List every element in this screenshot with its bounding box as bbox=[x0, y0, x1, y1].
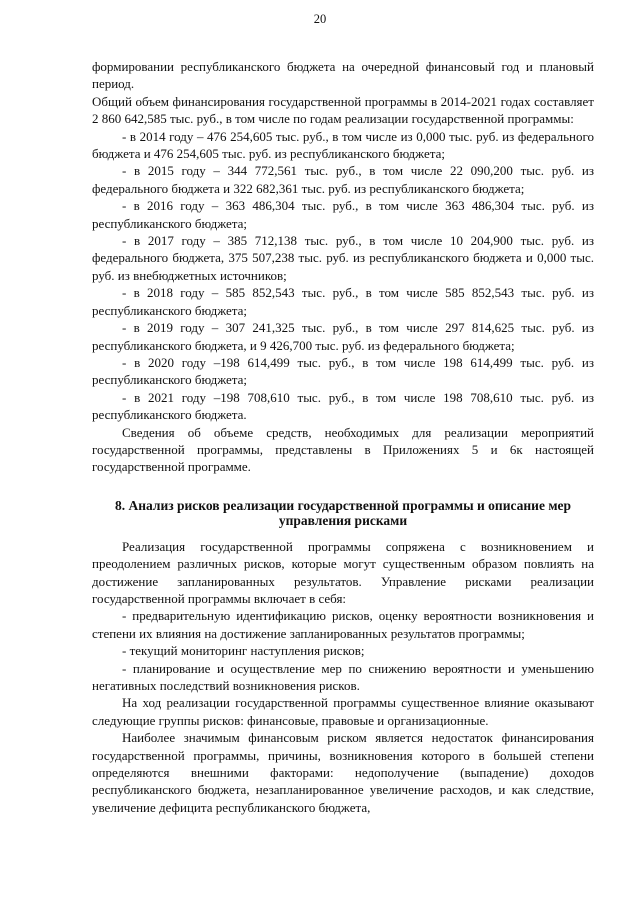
paragraph-appendix-reference: Сведения об объеме средств, необходимых для реализации мероприятий государственной программы, представлены в Приложениях 5 и 6к настоящей государственной программе. bbox=[92, 424, 594, 475]
list-item-risk-monitoring: - текущий мониторинг наступления рисков; bbox=[122, 643, 365, 659]
funding-year-2018: - в 2018 году – 585 852,543 тыс. руб., в том числе 585 852,543 тыс. руб. из республиканского бюджета; bbox=[92, 285, 594, 318]
funding-year-2017: - в 2017 году – 385 712,138 тыс. руб., в том числе 10 204,900 тыс. руб. из федерального бюджета, 375 507,238 тыс. руб. из республиканского бюджета и 0,000 тыс. руб. из внебюджетных источников; bbox=[92, 233, 594, 283]
funding-year-2016: - в 2016 году – 363 486,304 тыс. руб., в том числе 363 486,304 тыс. руб. из республиканского бюджета; bbox=[92, 198, 594, 231]
paragraph-risk-intro: Реализация государственной программы сопряжена с возникновением и преодолением различных рисков, которые могут существенным образом повлиять на достижение запланированных результатов. Управление рисками реализации государственной программы включает в себя: bbox=[92, 538, 594, 606]
page-content bbox=[92, 58, 594, 816]
funding-year-2019: - в 2019 году – 307 241,325 тыс. руб., в том числе 297 814,625 тыс. руб. из республиканского бюджета, и 9 426,700 тыс. руб. из федерального бюджета; bbox=[92, 320, 594, 353]
list-item-risk-identification: - предварительную идентификацию рисков, оценку вероятности возникновения и степени их влияния на достижение запланированных результатов программы; bbox=[92, 608, 594, 641]
paragraph-financial-risk: Наиболее значимым финансовым риском является недостаток финансирования государственной программы, причины, возникновения которого в большей степени определяются внешними факторами: недополучение (выпадение) доходов республиканского бюджета, незапланированное увеличение расходов, и как следствие, увеличение дефицита республиканского бюджета, bbox=[92, 730, 594, 815]
paragraph-risk-groups: На ход реализации государственной программы существенное влияние оказывают следующие группы рисков: финансовые, правовые и организационные. bbox=[92, 695, 594, 728]
funding-year-2015: - в 2015 году – 344 772,561 тыс. руб., в том числе 22 090,200 тыс. руб. из федерального бюджета и 322 682,361 тыс. руб. из республиканского бюджета; bbox=[92, 163, 594, 196]
list-item-risk-mitigation: - планирование и осуществление мер по снижению вероятности и уменьшению негативных последствий возникновения рисков. bbox=[92, 660, 594, 693]
funding-year-2014: - в 2014 году – 476 254,605 тыс. руб., в том числе из 0,000 тыс. руб. из федерального бюджета и 476 254,605 тыс. руб. из республиканского бюджета; bbox=[92, 128, 594, 162]
funding-year-2020: - в 2020 году –198 614,499 тыс. руб., в том числе 198 614,499 тыс. руб. из республиканского бюджета; bbox=[92, 354, 594, 388]
paragraph-continuation: формировании республиканского бюджета на очередной финансовый год и плановый период. bbox=[92, 59, 594, 92]
page-number: 20 bbox=[313, 12, 327, 26]
paragraph-funding-total: Общий объем финансирования государственной программы в 2014-2021 годах составляет 2 860 642,585 тыс. руб., в том числе по годам реализации государственной программы: bbox=[92, 93, 594, 127]
funding-year-2021: - в 2021 году –198 708,610 тыс. руб., в том числе 198 708,610 тыс. руб. из республиканского бюджета. bbox=[92, 389, 594, 423]
section-heading-risk-analysis: 8. Анализ рисков реализации государственной программы и описание мер управления рисками bbox=[114, 497, 572, 528]
